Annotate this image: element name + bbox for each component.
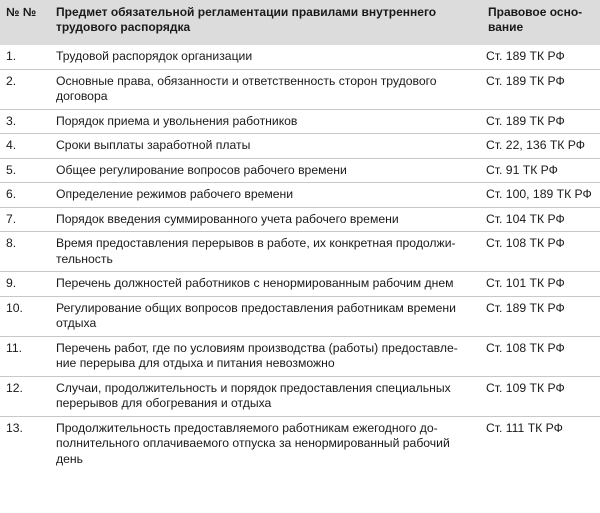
row-subject: Трудовой распорядок организации (48, 45, 480, 69)
table-row (0, 183, 600, 208)
table-row (0, 109, 600, 134)
row-legal-basis: Ст. 189 ТК РФ (480, 109, 600, 134)
table-row (0, 416, 600, 471)
row-number: 11. (0, 336, 48, 376)
table-row (0, 296, 600, 336)
row-legal-basis: Ст. 189 ТК РФ (480, 296, 600, 336)
table-row (0, 336, 600, 376)
row-number: 6. (0, 183, 48, 208)
header-row (0, 0, 600, 45)
row-number: 7. (0, 207, 48, 232)
row-subject: Регулирование общих вопросов предоставления работникам времени отдыха (48, 296, 480, 336)
table-row (0, 69, 600, 109)
table-header (0, 0, 600, 45)
row-number: 12. (0, 376, 48, 416)
table-row (0, 376, 600, 416)
header-subject: Предмет обязательной регламентации правилами внутреннего трудового распорядка (48, 0, 480, 45)
header-legal-basis: Правовое осно-вание (480, 0, 600, 45)
row-legal-basis: Ст. 189 ТК РФ (480, 45, 600, 69)
table-row (0, 158, 600, 183)
table-row (0, 134, 600, 159)
row-number: 2. (0, 69, 48, 109)
table-body (0, 45, 600, 471)
row-legal-basis: Ст. 189 ТК РФ (480, 69, 600, 109)
table-row (0, 232, 600, 272)
row-number: 1. (0, 45, 48, 69)
row-subject: Основные права, обязанности и ответственность сторон трудового договора (48, 69, 480, 109)
row-subject: Время предоставления перерывов в работе, их конкретная продолжи-тельность (48, 232, 480, 272)
row-legal-basis: Ст. 108 ТК РФ (480, 232, 600, 272)
row-subject: Перечень должностей работников с ненормированным рабочим днем (48, 272, 480, 297)
row-legal-basis: Ст. 104 ТК РФ (480, 207, 600, 232)
row-subject: Перечень работ, где по условиям производства (работы) предоставле-ние перерыва для отдыха и питания невозможно (48, 336, 480, 376)
row-subject: Продолжительность предоставляемого работникам ежегодного до-полнительного оплачиваемого отпуска за ненормированный рабочий день (56, 420, 450, 466)
row-legal-basis: Ст. 101 ТК РФ (480, 272, 600, 297)
row-legal-basis: Ст. 91 ТК РФ (480, 158, 600, 183)
row-legal-basis: Ст. 22, 136 ТК РФ (480, 134, 600, 159)
table-row (0, 207, 600, 232)
row-subject: Сроки выплаты заработной платы (48, 134, 480, 159)
row-number: 5. (0, 158, 48, 183)
row-legal-basis: Ст. 108 ТК РФ (480, 336, 600, 376)
row-number: 10. (0, 296, 48, 336)
row-number: 13. (6, 420, 23, 435)
row-subject: Порядок введения суммированного учета рабочего времени (48, 207, 480, 232)
row-subject: Определение режимов рабочего времени (48, 183, 480, 208)
row-legal-basis: Ст. 100, 189 ТК РФ (480, 183, 600, 208)
row-number: 4. (0, 134, 48, 159)
row-number: 3. (0, 109, 48, 134)
table-row (0, 272, 600, 297)
row-number: 9. (0, 272, 48, 297)
header-number: № № (0, 0, 48, 45)
row-subject: Случаи, продолжительность и порядок предоставления специальных перерывов для обогревания и отдыха (48, 376, 480, 416)
row-legal-basis: Ст. 111 ТК РФ (486, 420, 563, 435)
row-number: 8. (0, 232, 48, 272)
row-subject: Порядок приема и увольнения работников (48, 109, 480, 134)
table-row (0, 45, 600, 69)
row-legal-basis: Ст. 109 ТК РФ (480, 376, 600, 416)
row-subject: Общее регулирование вопросов рабочего времени (48, 158, 480, 183)
